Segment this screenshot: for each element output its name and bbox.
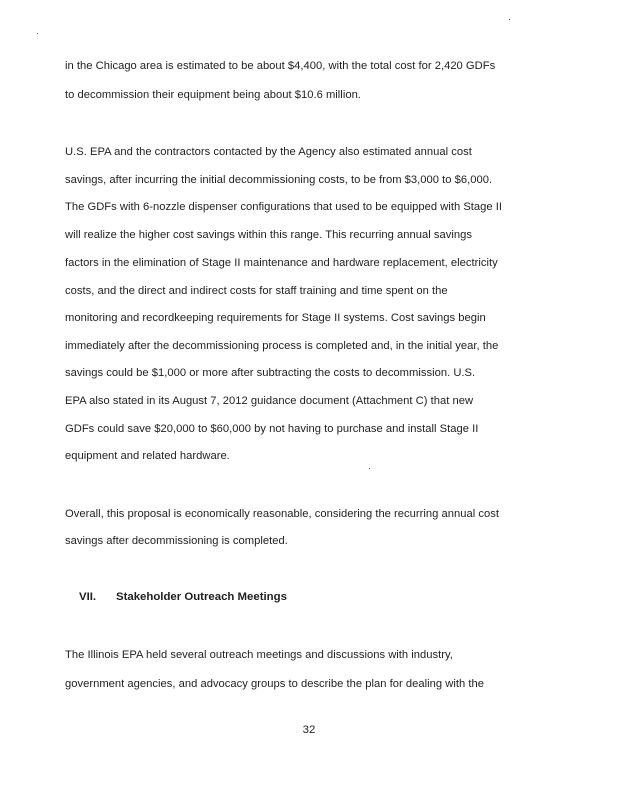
- paragraph-3-line-1: Overall, this proposal is economically reasonable, considering the recurring annual cost: [65, 508, 499, 520]
- paragraph-2-line-3: The GDFs with 6-nozzle dispenser configurations that used to be equipped with Stage II: [65, 201, 503, 213]
- scan-speck: [509, 19, 510, 20]
- paragraph-2-line-4: will realize the higher cost savings within this range. This recurring annual savings: [65, 229, 472, 241]
- paragraph-2-line-6: costs, and the direct and indirect costs for staff training and time spent on the: [65, 285, 448, 297]
- section-number: VII.: [79, 591, 97, 603]
- paragraph-2-line-10: EPA also stated in its August 7, 2012 guidance document (Attachment C) that new: [65, 395, 474, 407]
- paragraph-2-line-7: monitoring and recordkeeping requirements for Stage II systems. Cost savings begin: [65, 312, 486, 324]
- paragraph-2-line-9: savings could be $1,000 or more after subtracting the costs to decommission. U.S.: [65, 367, 476, 379]
- paragraph-2-line-12: equipment and related hardware.: [65, 450, 230, 462]
- paragraph-2-line-5: factors in the elimination of Stage II maintenance and hardware replacement, electricity: [65, 257, 498, 269]
- scan-speck: [37, 33, 38, 34]
- closing-line-2: government agencies, and advocacy groups to describe the plan for dealing with the: [65, 678, 484, 690]
- paragraph-1-line-2: to decommission their equipment being about $10.6 million.: [65, 89, 361, 101]
- scan-speck: [369, 468, 370, 469]
- paragraph-3-line-2: savings after decommissioning is completed.: [65, 535, 288, 547]
- closing-line-1: The Illinois EPA held several outreach meetings and discussions with industry,: [65, 649, 453, 661]
- paragraph-2-line-1: U.S. EPA and the contractors contacted by the Agency also estimated annual cost: [65, 146, 472, 158]
- section-title: Stakeholder Outreach Meetings: [116, 591, 287, 603]
- paragraph-2-line-11: GDFs could save $20,000 to $60,000 by not having to purchase and install Stage II: [65, 423, 479, 435]
- page-number: 32: [302, 724, 316, 736]
- paragraph-1-line-1: in the Chicago area is estimated to be about $4,400, with the total cost for 2,420 GDFs: [65, 60, 496, 72]
- paragraph-2-line-2: savings, after incurring the initial decommissioning costs, to be from $3,000 to $6,000.: [65, 174, 493, 186]
- paragraph-2-line-8: immediately after the decommissioning process is completed and, in the initial year, the: [65, 340, 499, 352]
